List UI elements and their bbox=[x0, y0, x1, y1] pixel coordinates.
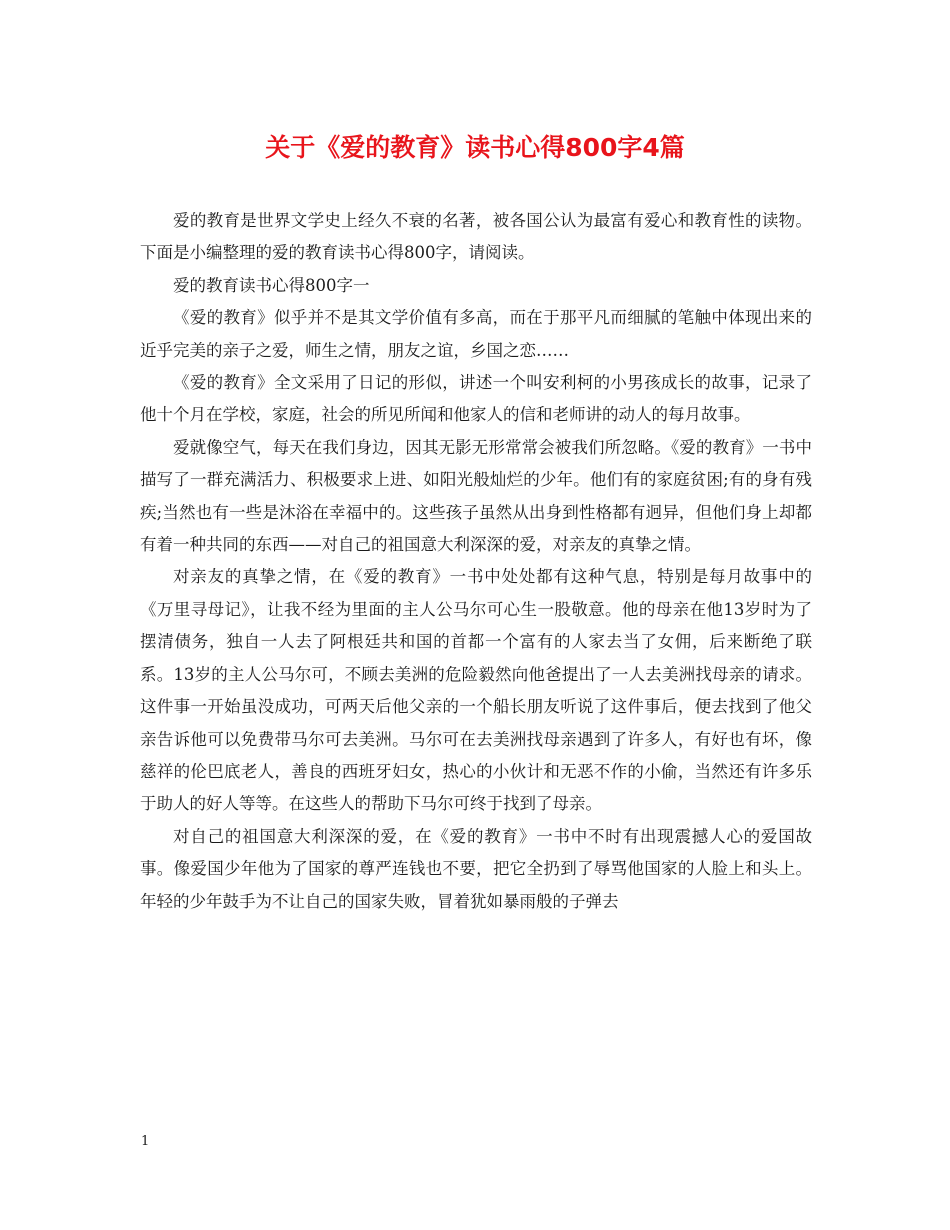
paragraph: 对自己的祖国意大利深深的爱，在《爱的教育》一书中不时有出现震撼人心的爱国故事。像爱国少年他为了国家的尊严连钱也不要，把它全扔到了辱骂他国家的人脸上和头上。年轻的少年鼓手为不让自己的国家失败，冒着犹如暴雨般的子弹去 bbox=[140, 826, 812, 911]
page-number: 1 bbox=[141, 1134, 150, 1149]
document-title: 关于《爱的教育》读书心得800字4篇 bbox=[265, 133, 685, 162]
paragraph: 爱就像空气，每天在我们身边，因其无影无形常常会被我们所忽略。《爱的教育》一书中描写了一群充满活力、积极要求上进、如阳光般灿烂的少年。他们有的家庭贫困;有的身有残疾;当然也有一些是沐浴在幸福中的。这些孩子虽然从出身到性格都有迥异，但他们身上却都有着一种共同的东西——对自己的祖国意大利深深的爱，对亲友的真挚之情。 bbox=[140, 437, 812, 555]
document-body bbox=[140, 205, 812, 918]
paragraph: 《爱的教育》全文采用了日记的形似，讲述一个叫安利柯的小男孩成长的故事，记录了他十个月在学校，家庭，社会的所见所闻和他家人的信和老师讲的动人的每月故事。 bbox=[140, 373, 812, 425]
paragraph: 对亲友的真挚之情，在《爱的教育》一书中处处都有这种气息，特别是每月故事中的《万里寻母记》，让我不经为里面的主人公马尔可心生一股敬意。他的母亲在他13岁时为了摆清债务，独自一人去了阿根廷共和国的首都一个富有的人家去当了女佣，后来断绝了联系。13岁的主人公马尔可，不顾去美洲的危险毅然向他爸提出了一人去美洲找母亲的请求。这件事一开始虽没成功，可两天后他父亲的一个船长朋友听说了这件事后，便去找到了他父亲告诉他可以免费带马尔可去美洲。马尔可在去美洲找母亲遇到了许多人，有好也有坏，像慈祥的伦巴底老人，善良的西班牙妇女，热心的小伙计和无恶不作的小偷，当然还有许多乐于助人的好人等等。在这些人的帮助下马尔可终于找到了母亲。 bbox=[140, 567, 812, 814]
paragraph: 《爱的教育》似乎并不是其文学价值有多高，而在于那平凡而细腻的笔触中体现出来的近乎完美的亲子之爱，师生之情，朋友之谊，乡国之恋…… bbox=[140, 308, 812, 360]
section-heading: 爱的教育读书心得800字一 bbox=[173, 275, 370, 295]
paragraph-intro: 爱的教育是世界文学史上经久不衰的名著，被各国公认为最富有爱心和教育性的读物。下面是小编整理的爱的教育读书心得800字，请阅读。 bbox=[140, 211, 812, 263]
